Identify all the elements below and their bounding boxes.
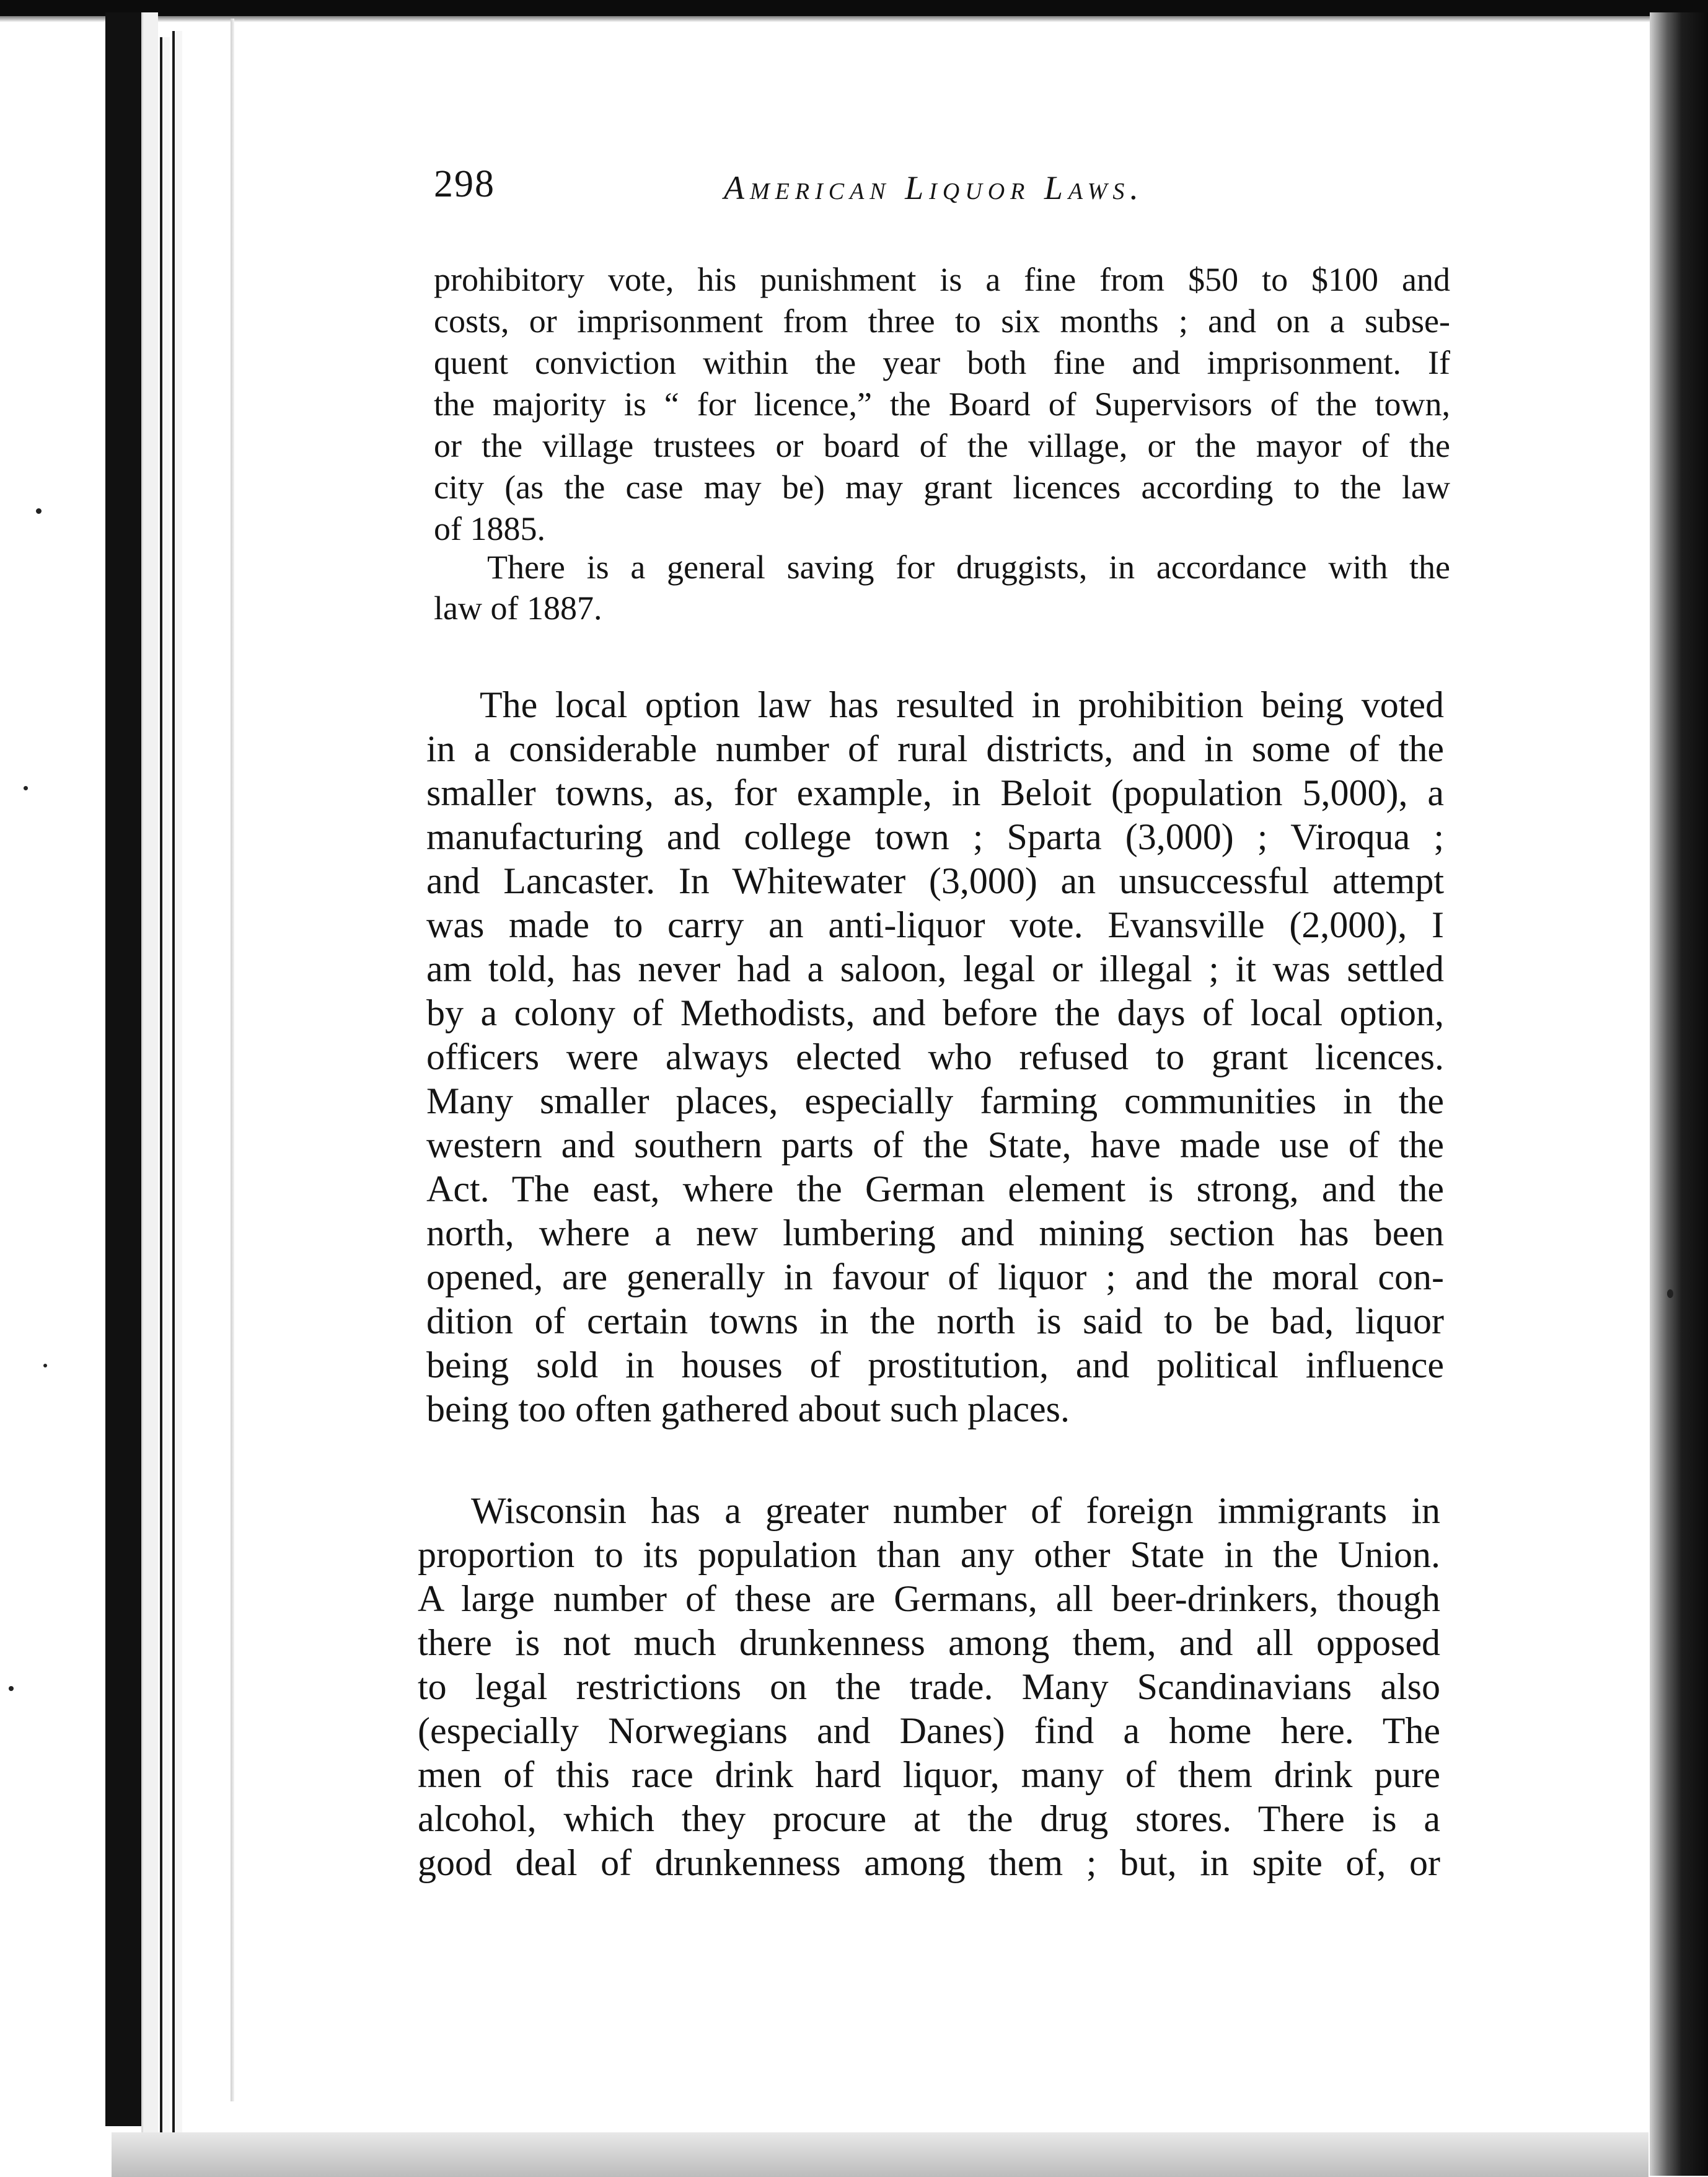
text-line: A large number of these are Germans, all beer-drinkers, though [418,1578,1440,1619]
text-line: being sold in houses of prostitution, and political influence [426,1345,1444,1385]
text-line: proportion to its population than any other State in the Union. [418,1534,1440,1575]
text-line: the majority is “ for licence,” the Board of Supervisors of the town, [434,386,1450,423]
book-left-edge [105,12,141,2126]
text-line: and Lancaster. In Whitewater (3,000) an unsuccessful attempt [426,860,1444,901]
text-line: Wisconsin has a greater number of foreign immigrants in [471,1490,1440,1531]
page-stack-gap [162,37,170,2132]
text-line: to legal restrictions on the trade. Many Scandinavians also [418,1666,1440,1707]
text-line: by a colony of Methodists, and before the days of local option, [426,992,1444,1033]
text-line: alcohol, which they procure at the drug stores. There is a [418,1798,1440,1839]
text-line: north, where a new lumbering and mining section has been [426,1212,1444,1253]
scan-speck [36,508,42,514]
text-line: Act. The east, where the German element is strong, and the [426,1168,1444,1209]
text-line: there is not much drunkenness among them, and all opposed [418,1622,1440,1663]
text-line: officers were always elected who refused to grant licences. [426,1036,1444,1077]
paragraph [434,259,1450,550]
page-fold-shadow [231,19,234,2101]
paragraph [418,1489,1440,1885]
text-line: prohibitory vote, his punishment is a fine from $50 to $100 and [434,261,1450,298]
scan-speck [9,1686,14,1691]
text-line: men of this race drink hard liquor, many of them drink pure [418,1754,1440,1795]
text-line: being too often gathered about such places. [426,1389,1070,1429]
scan-top-border [0,0,1708,16]
text-line: manufacturing and college town ; Sparta (3,000) ; Viroqua ; [426,816,1444,857]
book-bottom-edge [112,2132,1649,2177]
text-line: western and southern parts of the State, have made use of the [426,1124,1444,1165]
text-line: city (as the case may be) may grant licences according to the law [434,469,1450,506]
running-title: American Liquor Laws. [724,169,1144,206]
text-line: smaller towns, as, for example, in Beloit (population 5,000), a [426,772,1444,813]
scan-speck [1667,1289,1673,1298]
text-line: The local option law has resulted in prohibition being voted [480,684,1444,725]
text-line: There is a general saving for druggists, in accordance with the [487,549,1450,586]
text-line: am told, has never had a saloon, legal or illegal ; it was settled [426,948,1444,989]
text-line: law of 1887. [434,590,602,627]
page-stack-gap [175,31,182,2132]
text-line: good deal of drunkenness among them ; but, in spite of, or [418,1842,1440,1883]
text-line: of 1885. [434,510,545,547]
book-right-shadow [1650,12,1708,2176]
book-page-stack [141,12,158,2132]
text-line: (especially Norwegians and Danes) find a home here. The [418,1710,1440,1751]
page-number: 298 [434,163,495,205]
paragraph [426,683,1444,1431]
text-line: was made to carry an anti-liquor vote. Evansville (2,000), I [426,904,1444,945]
text-line: in a considerable number of rural districts, and in some of the [426,728,1444,769]
text-line: or the village trustees or board of the village, or the mayor of the [434,427,1450,464]
text-line: quent conviction within the year both fine and imprisonment. If [434,344,1450,381]
text-line: opened, are generally in favour of liquor ; and the moral con- [426,1256,1444,1297]
scan-top-shadow [0,16,1708,22]
text-line: costs, or imprisonment from three to six months ; and on a subse- [434,302,1450,340]
paragraph [434,547,1450,629]
text-line: Many smaller places, especially farming communities in the [426,1080,1444,1121]
text-line: dition of certain towns in the north is said to be bad, liquor [426,1300,1444,1341]
scan-speck [43,1364,47,1367]
scan-speck [24,786,28,790]
